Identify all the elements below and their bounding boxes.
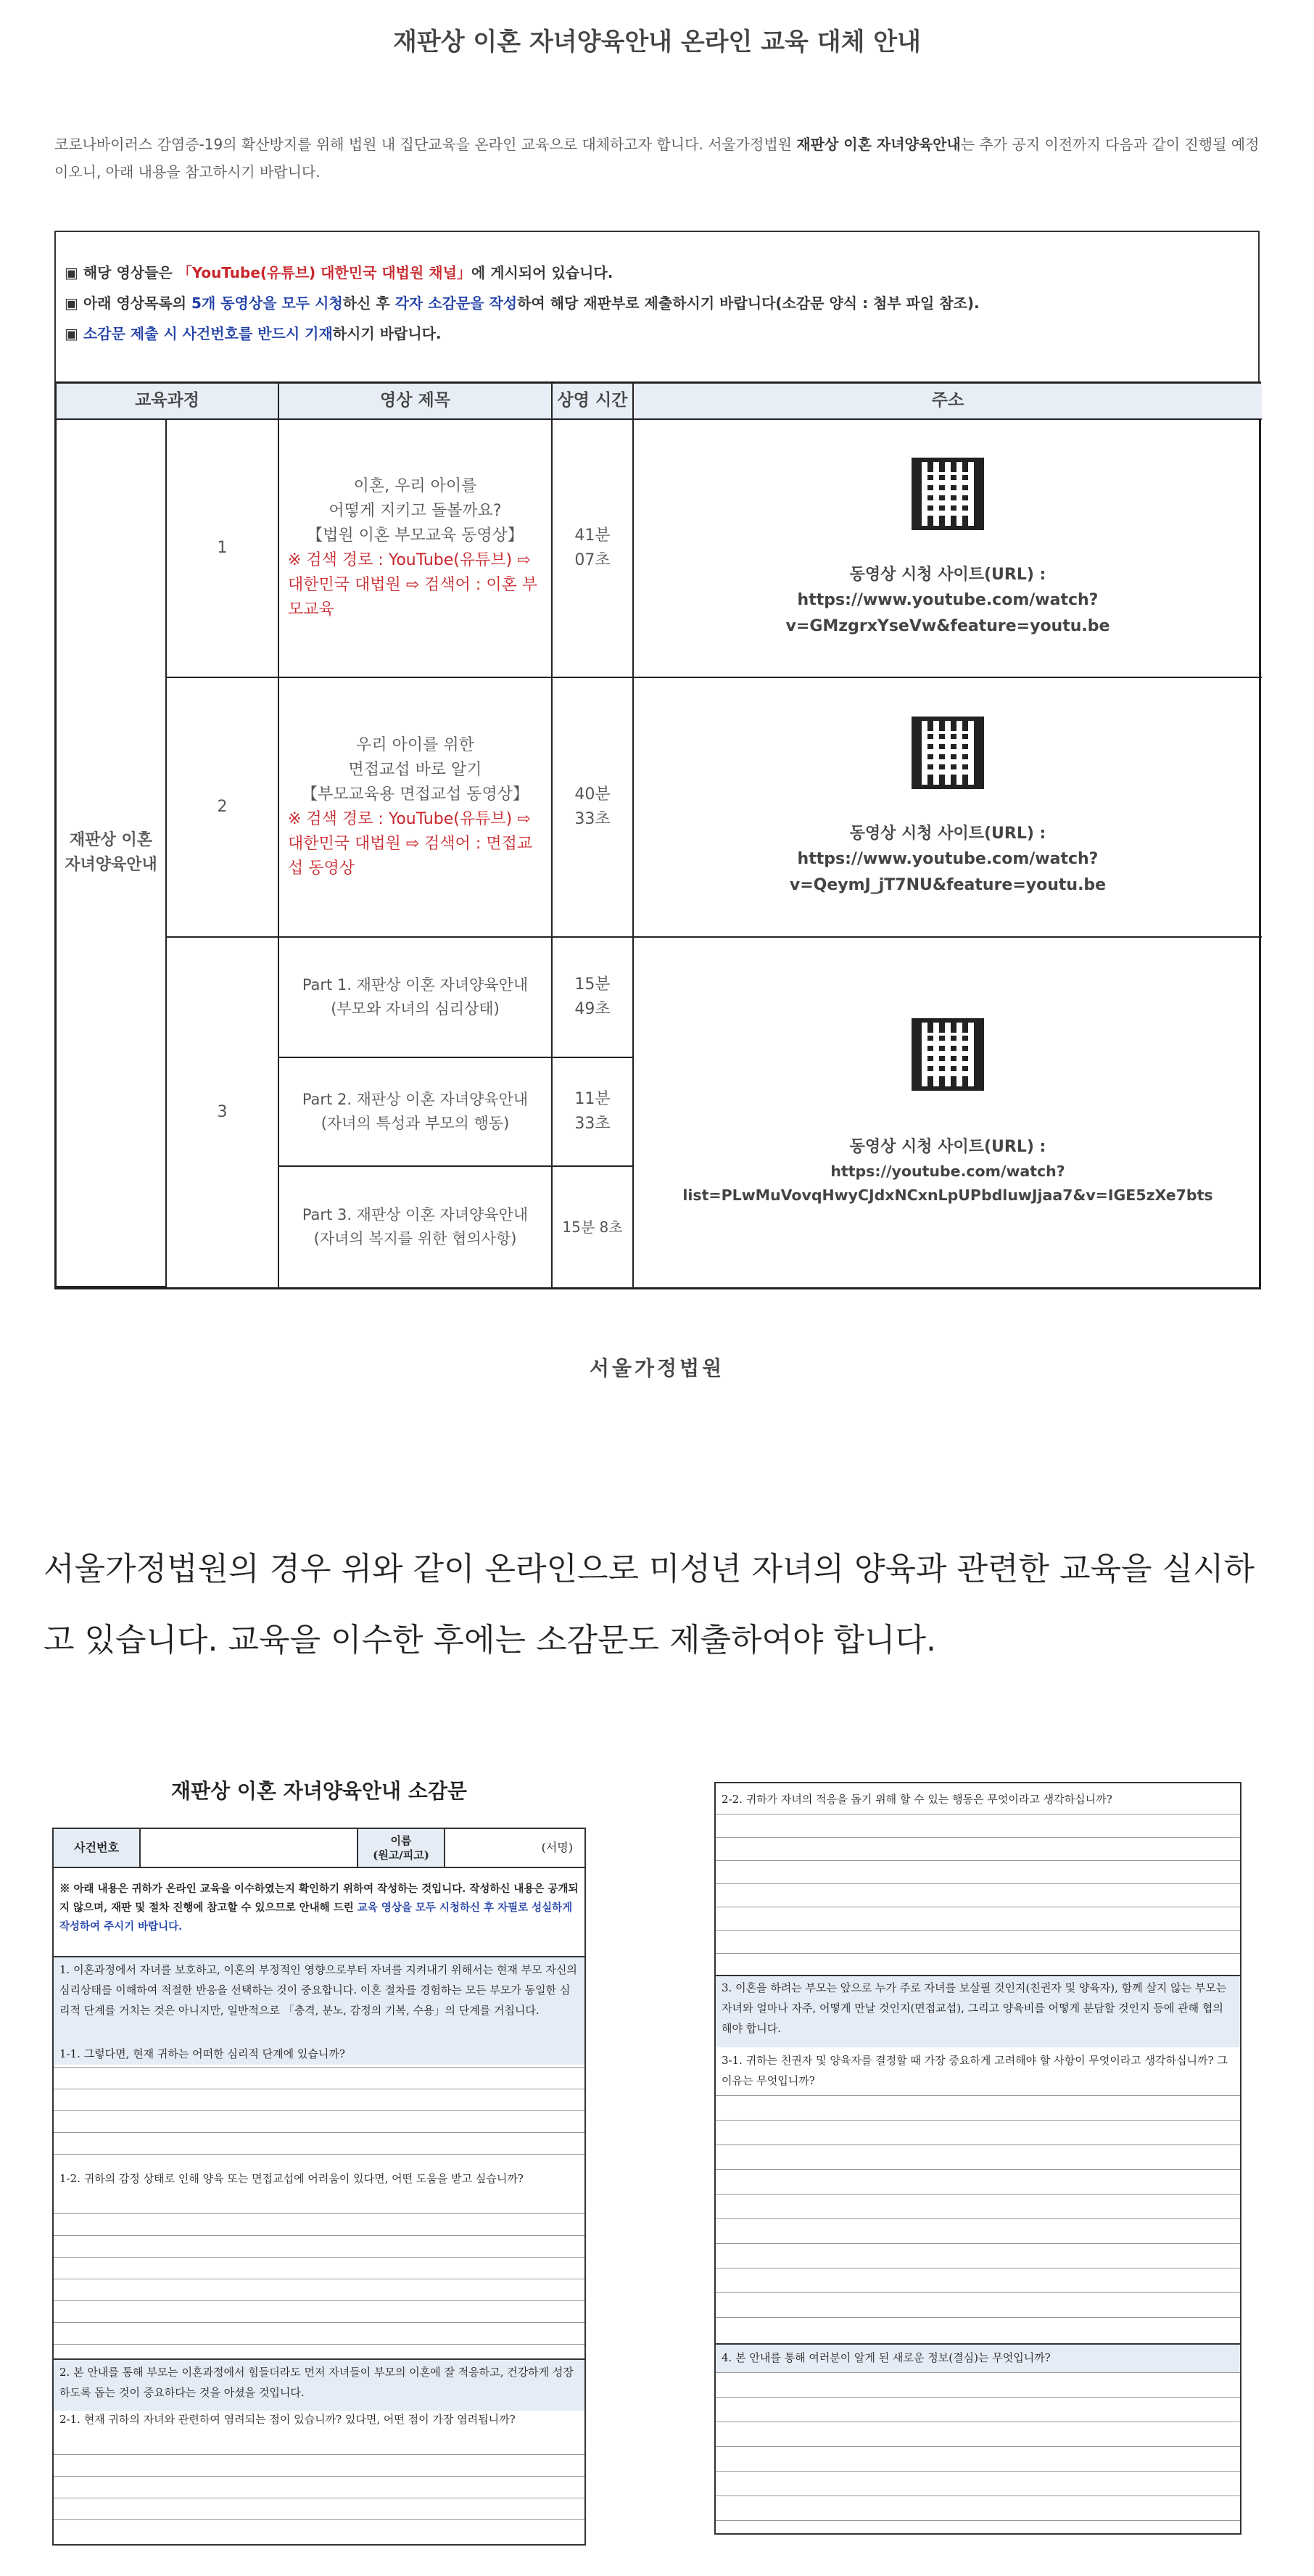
part-1-runtime: 15분 49초	[553, 938, 634, 1058]
row-number: 3	[167, 938, 279, 1287]
address-2: 동영상 시청 사이트(URL) : https://www.youtube.com/watch? v=QeymJ_jT7NU&feature=youtu.be	[634, 678, 1262, 938]
question-4: 4. 본 안내를 통해 여러분이 알게 된 새로운 정보(결심)는 무엇입니까?	[722, 2351, 1051, 2364]
case-number-field[interactable]	[141, 1829, 358, 1868]
bullet-3: ▣ 소감문 제출 시 사건번호를 반드시 기재하시기 바랍니다.	[65, 325, 442, 342]
notice-bullets-box	[54, 231, 1260, 383]
name-label: 이름 (원고/피고)	[358, 1829, 445, 1868]
court-name: 서울가정법원	[589, 1356, 725, 1380]
answer-area-2-1[interactable]	[54, 2454, 584, 2541]
header-course: 교육과정	[57, 384, 279, 420]
runtime-2: 40분 33초	[553, 678, 634, 938]
question-2-1: 2-1. 현재 귀하의 자녀와 관련하여 염려되는 점이 있습니까? 있다면, 어떤 점이 가장 염려됩니까?	[59, 2413, 516, 2426]
video-url-2[interactable]: https://www.youtube.com/watch? v=QeymJ_jT7NU&feature=youtu.be	[789, 850, 1107, 894]
signature-field[interactable]: (서명)	[445, 1829, 584, 1868]
reflection-form-page-1	[52, 1828, 586, 2546]
intro-text-post: 는 추가 공지 이전까지 다음과 같이 진행될 예정이오니, 아래 내용을 참고하시기 바랍니다.	[54, 136, 1260, 181]
part-3-title: Part 3. 재판상 이혼 자녀양육안내 (자녀의 복지를 위한 협의사항)	[279, 1167, 553, 1287]
question-1-1: 1-1. 그렇다면, 현재 귀하는 어떠한 심리적 단계에 있습니까?	[59, 2047, 345, 2060]
course-name: 재판상 이혼 자녀양육안내	[57, 420, 167, 1287]
body-paragraph: 서울가정법원의 경우 위와 같이 온라인으로 미성년 자녀의 양육과 관련한 교육을 실시하고 있습니다. 교육을 이수한 후에는 소감문도 제출하여야 합니다.	[44, 1551, 1255, 1659]
question-1-2: 1-2. 귀하의 감정 상태로 인해 양육 또는 면접교섭에 어려움이 있다면, 어떤 도움을 받고 싶습니까?	[59, 2172, 524, 2185]
header-address: 주소	[634, 384, 1262, 420]
question-2-2: 2-2. 귀하가 자녀의 적응을 돕기 위해 할 수 있는 행동은 무엇이라고 생각하십니까?	[722, 1793, 1112, 1806]
video-url-3[interactable]: https://youtube.com/watch? list=PLwMuVovqHwyCJdxNCxnLpUPbdluwJjaa7&v=IGE5zXe7bts	[682, 1162, 1213, 1204]
answer-area-4[interactable]	[716, 2372, 1240, 2532]
qr-code-icon[interactable]	[912, 458, 984, 530]
bullet-1: ▣ 해당 영상들은 「YouTube(유튜브) 대한민국 대법원 채널」에 게시되어 있습니다.	[65, 264, 613, 281]
question-3-1: 3-1. 귀하는 친권자 및 양육자를 결정할 때 가장 중요하게 고려해야 할 사항이 무엇이라고 생각하십니까? 그 이유는 무엇입니까?	[722, 2054, 1228, 2087]
video-title-1: 이혼, 우리 아이를 어떻게 지키고 돌볼까요? 【법원 이혼 부모교육 동영상】 ※ 검색 경로 : YouTube(유튜브) ⇨ 대한민국 대법원 ⇨ 검색어 : 이혼 부모교육	[279, 420, 553, 678]
question-1: 1. 이혼과정에서 자녀를 보호하고, 이혼의 부정적인 영향으로부터 자녀를 지켜내기 위해서는 현재 부모 자신의 심리상태를 이해하여 적절한 반응을 선택하는 것이 중요합니다. 이혼 절차를 경험하는 모든 부모가 동일한 심리적 단계를 거치는 것은 아니지만, 일반적으로 「충격, 분노, 감정의 기복, 수용」의 단계를 거칩니다.	[59, 1963, 577, 2017]
answer-area-2-2[interactable]	[716, 1814, 1240, 1973]
form-instruction: ※ 아래 내용은 귀하가 온라인 교육을 이수하였는지 확인하기 위하여 작성하는 것입니다. 작성하신 내용은 공개되지 않으며, 재판 및 절차 진행에 참고할 수 있으므로 안내해 드린 교육 영상을 모두 시청하신 후 자필로 성실하게 작성하여 주시기 바랍니다.	[59, 1883, 579, 1933]
qr-code-icon[interactable]	[912, 1018, 984, 1091]
runtime-1: 41분 07초	[553, 420, 634, 678]
video-table	[54, 381, 1261, 1289]
intro-text-pre: 코로나바이러스 감염증-19의 확산방지를 위해 법원 내 집단교육을 온라인 교육으로 대체하고자 합니다. 서울가정법원	[54, 136, 797, 153]
part-1-title: Part 1. 재판상 이혼 자녀양육안내 (부모와 자녀의 심리상태)	[279, 938, 553, 1058]
question-2: 2. 본 안내를 통해 부모는 이혼과정에서 힘들더라도 먼저 자녀들이 부모의 이혼에 잘 적응하고, 건강하게 성장하도록 돕는 것이 중요하다는 것을 아셨을 것입니다.	[59, 2366, 574, 2399]
row-number: 2	[167, 678, 279, 938]
case-number-label: 사건번호	[54, 1829, 141, 1868]
part-2-runtime: 11분 33초	[553, 1058, 634, 1167]
notice-title: 재판상 이혼 자녀양육안내 온라인 교육 대체 안내	[393, 28, 921, 57]
reflection-form-page-2	[714, 1782, 1241, 2535]
address-1: 동영상 시청 사이트(URL) : https://www.youtube.com/watch? v=GMzgrxYseVw&feature=youtu.be	[634, 420, 1262, 678]
question-3: 3. 이혼을 하려는 부모는 앞으로 누가 주로 자녀를 보살필 것인지(친권자 및 양육자), 함께 살지 않는 부모는 자녀와 얼마나 자주, 어떻게 만날 것인지(면접교섭), 그리고 양육비를 어떻게 분담할 것인지 등에 관해 협의해야 합니다.	[722, 1981, 1227, 2035]
form-title: 재판상 이혼 자녀양육안내 소감문	[171, 1779, 467, 1803]
video-title-2: 우리 아이를 위한 면접교섭 바로 알기 【부모교육용 면접교섭 동영상】 ※ 검색 경로 : YouTube(유튜브) ⇨ 대한민국 대법원 ⇨ 검색어 : 면접교섭 동영상	[279, 678, 553, 938]
part-2-title: Part 2. 재판상 이혼 자녀양육안내 (자녀의 특성과 부모의 행동)	[279, 1058, 553, 1167]
qr-code-icon[interactable]	[912, 717, 984, 789]
address-3: 동영상 시청 사이트(URL) : https://youtube.com/watch? list=PLwMuVovqHwyCJdxNCxnLpUPbdluwJjaa7&v=IGE5zXe7bts	[634, 938, 1262, 1287]
bullet-2: ▣ 아래 영상목록의 5개 동영상을 모두 시청하신 후 각자 소감문을 작성하여 해당 재판부로 제출하시기 바랍니다(소감문 양식 : 첨부 파일 참조).	[65, 294, 980, 312]
notice-intro	[54, 131, 1265, 186]
intro-text-bold: 재판상 이혼 자녀양육안내	[796, 136, 961, 153]
row-number: 1	[167, 420, 279, 678]
video-url-1[interactable]: https://www.youtube.com/watch? v=GMzgrxYseVw&feature=youtu.be	[785, 591, 1110, 635]
part-3-runtime: 15분 8초	[553, 1167, 634, 1287]
answer-area-3-1[interactable]	[716, 2095, 1240, 2342]
header-runtime: 상영 시간	[553, 384, 634, 420]
header-video-title: 영상 제목	[279, 384, 553, 420]
